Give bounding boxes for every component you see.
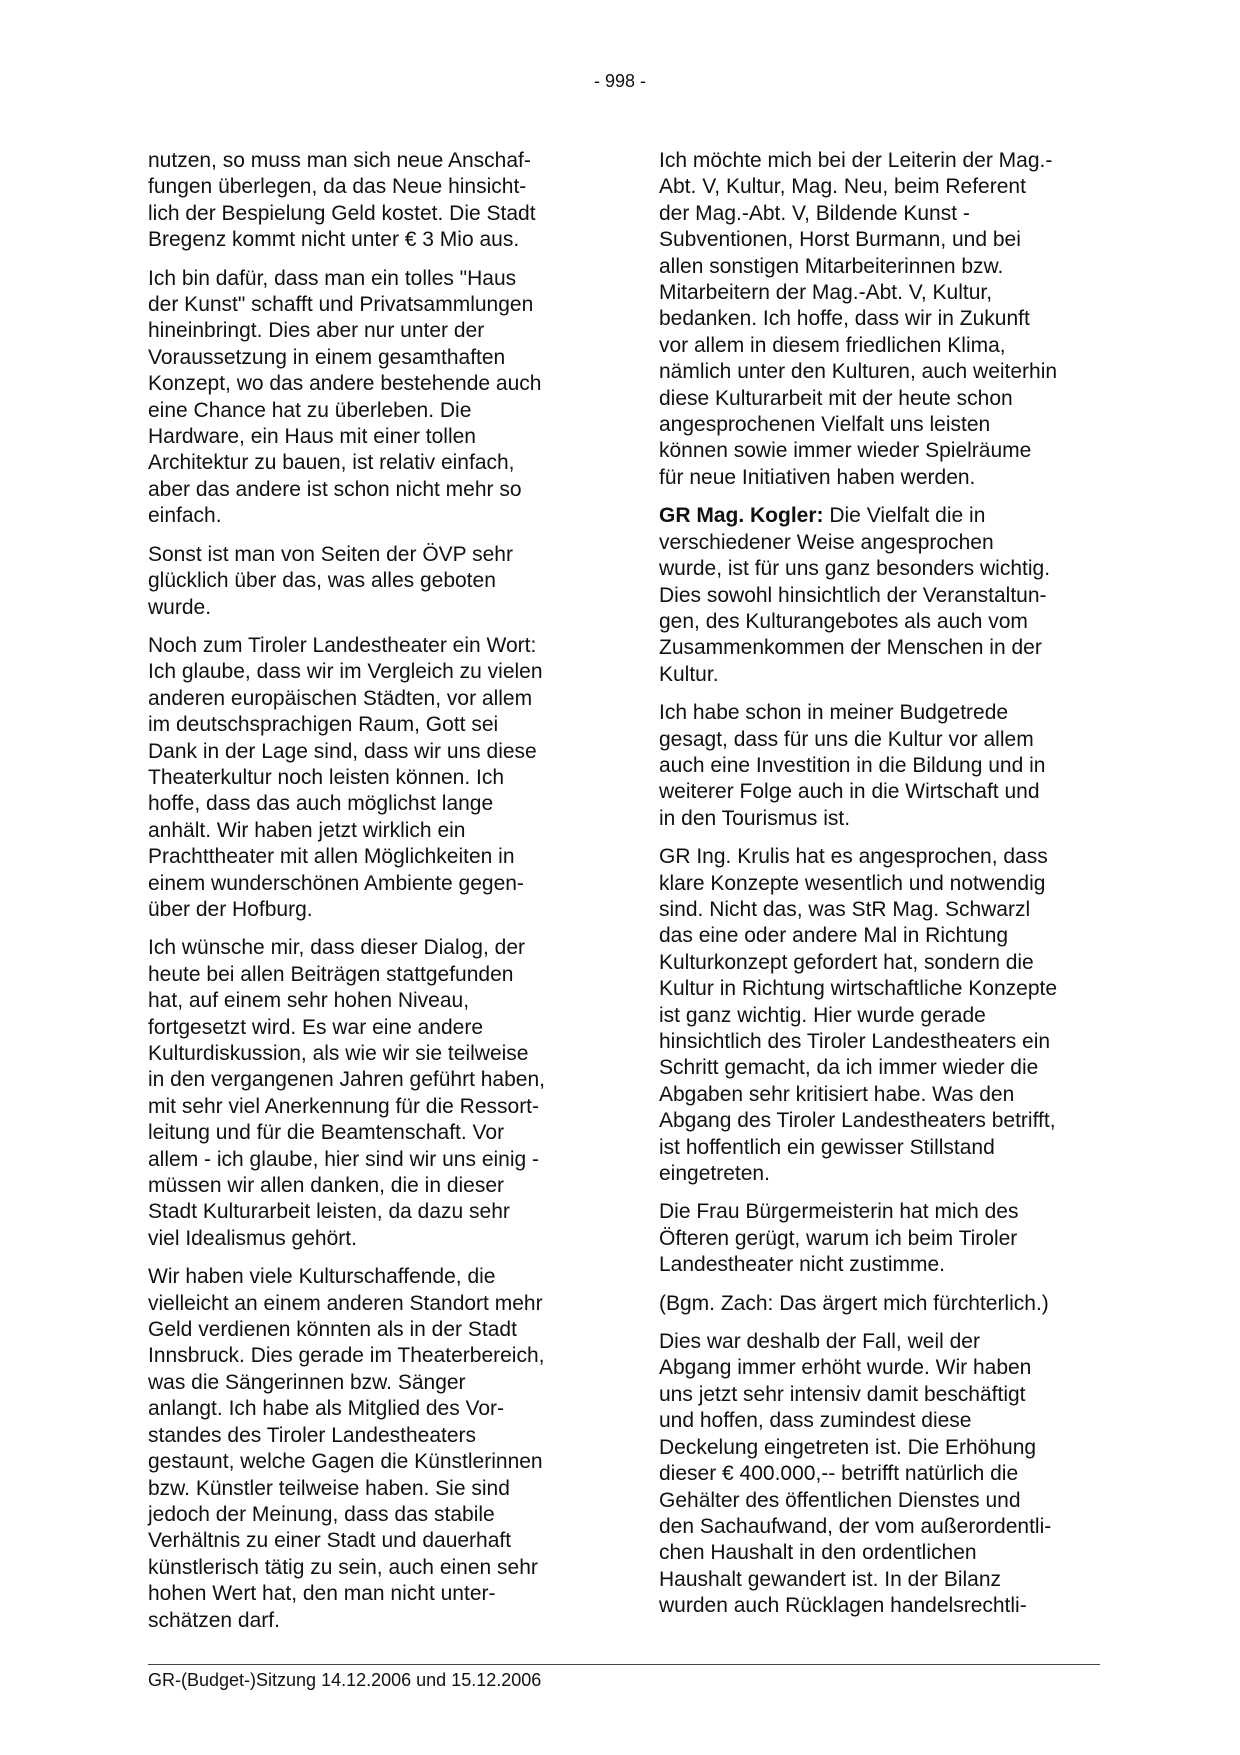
paragraph: GR Ing. Krulis hat es angesprochen, dass klare Konzepte wesentlich und notwendig sind. Nicht das, was StR Mag. Schwarzl das eine oder andere Mal in Richtung Kulturkonzept gefordert hat, sondern die Kultur in Richtung wirtschaftliche Konzepte ist ganz wichtig. Hier wurde gerade hinsichtlich des Tiroler Landestheaters ein Schritt gemacht, da ich immer wieder die Abgaben sehr kritisiert habe. Was den Abgang des Tiroler Landestheaters betrifft, ist hoffentlich ein gewisser Stillstand eingetreten. bbox=[659, 845, 1058, 1186]
paragraph: Wir haben viele Kulturschaffende, die vielleicht an einem anderen Standort mehr Geld verdienen könnten als in der Stadt Innsbruck. Dies gerade im Theaterbereich, was die Sängerinnen bzw. Sänger anlangt. Ich habe als Mitglied des Vor- standes des Tiroler Landestheaters gestaunt, welche Gagen die Künstlerinnen bzw. Künstler teilweise haben. Sie sind jedoch der Meinung, dass das stabile Verhältnis zu einer Stadt und dauerhaft künstlerisch tätig zu sein, auch einen sehr hohen Wert hat, den man nicht unter- schätzen darf. bbox=[148, 1265, 545, 1632]
paragraph: nutzen, so muss man sich neue Anschaf- fungen überlegen, da das Neue hinsicht- lich der Bespielung Geld kostet. Die Stadt Bregenz kommt nicht unter € 3 Mio aus. bbox=[148, 149, 536, 252]
paragraph: Ich bin dafür, dass man ein tolles "Haus der Kunst" schafft und Privatsammlungen hineinbringt. Dies aber nur unter der Voraussetzung in einem gesamthaften Konzept, wo das andere bestehende auch eine Chance hat zu überleben. Die Hardware, ein Haus mit einer tollen Architektur zu bauen, ist relativ einfach, aber das andere ist schon nicht mehr so einfach. bbox=[148, 266, 542, 528]
paragraph: Ich möchte mich bei der Leiterin der Mag.- Abt. V, Kultur, Mag. Neu, beim Referent der Mag.-Abt. V, Bildende Kunst - Subventionen, Horst Burmann, und bei allen sonstigen Mitarbeiterinnen bzw. Mitarbeitern der Mag.-Abt. V, Kultur, bedanken. Ich hoffe, dass wir in Zukunft vor allem in diesem friedlichen Klima, nämlich unter den Kulturen, auch weiterhin diese Kulturarbeit mit der heute schon angesprochenen Vielfalt uns leisten können sowie immer wieder Spielräume für neue Initiativen haben werden. bbox=[659, 149, 1058, 489]
paragraph: Sonst ist man von Seiten der ÖVP sehr glücklich über das, was alles geboten wurde. bbox=[148, 542, 513, 619]
speaker-text: Die Vielfalt die in verschiedener Weise angesprochen wurde, ist für uns ganz besonders wichtig. Dies sowohl hinsichtlich der Veranstaltun- gen, des Kulturangebotes als auch vom Zusammenkommen der Menschen in der Kultur. bbox=[659, 504, 1051, 686]
speaker-name: GR Mag. Kogler: bbox=[659, 504, 824, 528]
paragraph: Dies war deshalb der Fall, weil der Abgang immer erhöht wurde. Wir haben uns jetzt sehr intensiv damit beschäftigt und hoffen, dass zumindest diese Deckelung eingetreten ist. Die Erhöhung dieser € 400.000,-- betrifft natürlich die Gehälter des öffentlichen Dienstes und den Sachaufwand, der vom außerordentli- chen Haushalt in den ordentlichen Haushalt gewandert ist. In der Bilanz wurden auch Rücklagen handelsrechtli- bbox=[659, 1330, 1052, 1618]
paragraph: Die Frau Bürgermeisterin hat mich des Öfteren gerügt, warum ich beim Tiroler Landestheater nicht zustimme. bbox=[659, 1200, 1019, 1277]
speaker-paragraph bbox=[659, 503, 1099, 688]
interjection: (Bgm. Zach: Das ärgert mich fürchterlich.) bbox=[659, 1291, 1049, 1315]
right-column bbox=[659, 148, 1099, 1632]
paragraph: Ich habe schon in meiner Budgetrede gesagt, dass für uns die Kultur vor allem auch eine Investition in die Bildung und in weiterer Folge auch in die Wirtschaft und in den Tourismus ist. bbox=[659, 701, 1046, 830]
paragraph: Noch zum Tiroler Landestheater ein Wort: Ich glaube, dass wir im Vergleich zu vielen anderen europäischen Städten, vor allem im deutschsprachigen Raum, Gott sei Dank in der Lage sind, dass wir uns diese Theaterkultur noch leisten können. Ich hoffe, dass das auch möglichst lange anhält. Wir haben jetzt wirklich ein Prachttheater mit allen Möglichkeiten in einem wunderschönen Ambiente gegen- über der Hofburg. bbox=[148, 633, 543, 921]
footer-text: GR-(Budget-)Sitzung 14.12.2006 und 15.12.2006 bbox=[148, 1670, 542, 1690]
left-column bbox=[148, 148, 588, 1646]
footer-divider bbox=[148, 1664, 1100, 1665]
page-number: - 998 - bbox=[593, 71, 647, 91]
paragraph: Ich wünsche mir, dass dieser Dialog, der heute bei allen Beiträgen stattgefunden hat, auf einem sehr hohen Niveau, fortgesetzt wird. Es war eine andere Kulturdiskussion, als wie wir sie teilweise in den vergangenen Jahren geführt haben, mit sehr viel Anerkennung für die Ressort- leitung und für die Beamtenschaft. Vor allem - ich glaube, hier sind wir uns einig - müssen wir allen danken, die in dieser Stadt Kulturarbeit leisten, da dazu sehr viel Idealismus gehört. bbox=[148, 936, 545, 1250]
